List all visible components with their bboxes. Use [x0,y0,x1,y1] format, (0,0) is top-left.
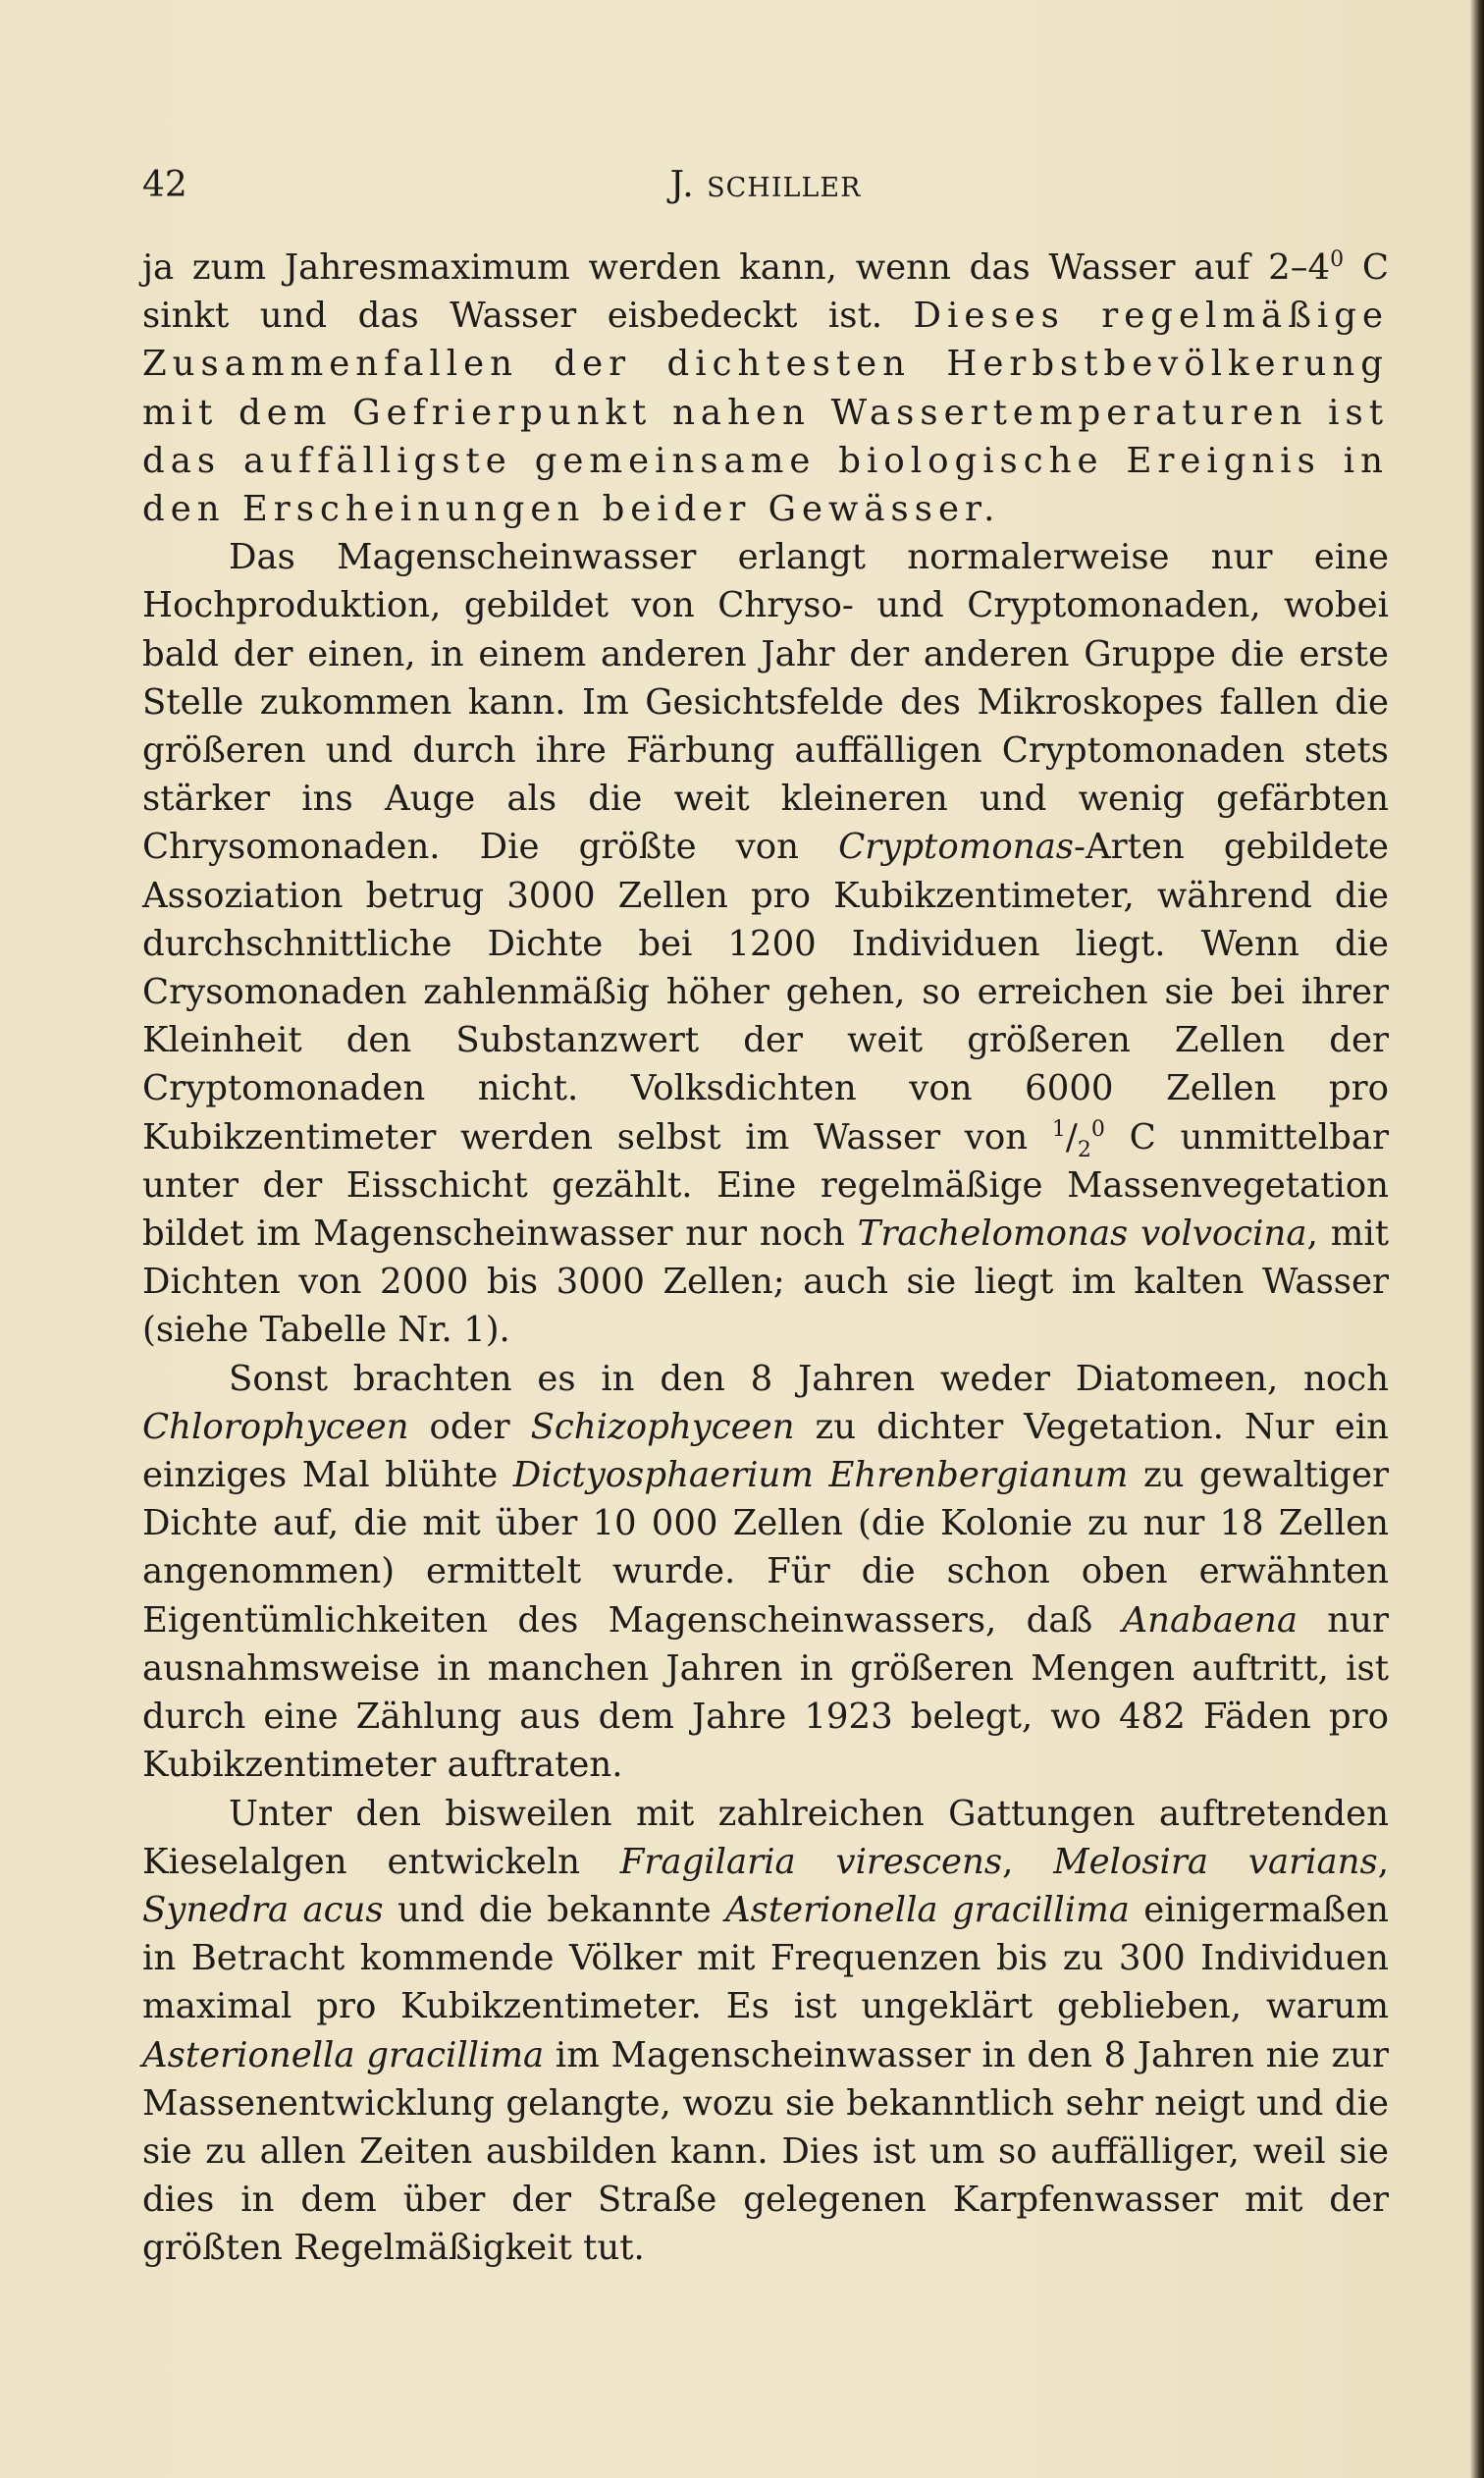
text-run: Sonst brachten es in den 8 Jahren weder Diatomeen, noch [229,1358,1389,1399]
italic-taxon-name: Dictyosphaerium Ehrenbergianum [512,1455,1129,1496]
paragraph [142,243,1389,533]
italic-taxon-name: Cryptomonas [838,827,1074,868]
page-number: 42 [142,165,187,205]
italic-taxon-name: Schizophyceen [530,1406,795,1447]
running-head-initial: J. [669,165,695,205]
emphasized-spaced-text: Dieses regelmäßige Zusammenfallen der dichtesten Herbstbevölkerung mit dem Gefrierpunkt nahen Wassertemperaturen ist das auffälligste gemeinsame biologische Ereignis in den Erscheinungen beider Gewässer. [142,296,1390,530]
text-run: einigermaßen in Betracht kommende Völker mit Frequenzen bis zu 300 Individuen maximal pro Kubikzentimeter. Es ist ungeklärt geblieben, warum [142,1889,1389,2027]
text-run: , mit Dichten von 2000 bis 3000 Zellen; auch sie liegt im kalten Wasser (siehe Tabelle Nr. 1). [142,1213,1389,1351]
text-run: -Arten gebildete Assoziation betrug 3000 Zellen pro Kubikzentimeter, während die durchschnittliche Dichte bei 1200 Individuen liegt. Wenn die Crysomonaden zahlenmäßig höher gehen, so erreichen sie bei ihrer Kleinheit den Substanzwert der weit größeren Zellen der Cryptomonaden nicht. Volksdichten von 6000 Zellen pro Kubikzentimeter werden selbst im Wasser von [142,827,1389,1158]
text-run: im Magenscheinwasser in den 8 Jahren nie zur Massenentwicklung gelangte, wozu sie bekanntlich sehr neigt und die sie zu allen Zeiten ausbilden kann. Dies ist um so auffälliger, weil sie dies in dem über der Straße gelegenen Karpfenwasser mit der größten Regelmäßigkeit tut. [142,2034,1390,2269]
superscript: 0 [1090,1116,1105,1142]
italic-taxon-name: Asterionella gracillima [725,1889,1130,1930]
text-run: ja zum Jahresmaximum werden kann, wenn das Wasser auf 2–4 [142,247,1331,288]
italic-taxon-name: Anabaena [1122,1599,1298,1641]
text-run: oder [408,1406,531,1447]
text-run: Das Magenscheinwasser erlangt normalerweise nur eine Hochproduktion, gebildet von Chryso- und Cryptomonaden, wobei bald der einen, in einem anderen Jahr der anderen Gruppe die erste Stelle zukommen kann. Im Gesichtsfelde des Mikroskopes fallen die größeren und durch ihre Färbung auffälligen Cryptomonaden stets stärker ins Auge als die weit kleineren und wenig gefärbten Chrysomonaden. Die größte von [142,537,1389,868]
superscript: 0 [1330,247,1345,273]
subscript: 2 [1077,1137,1091,1162]
text-run: C unmittelbar unter der Eisschicht gezählt. Eine regelmäßige Massenvegetation bildet im Magenscheinwasser nur noch [142,1116,1389,1255]
italic-taxon-name: Asterionella gracillima [142,2034,545,2075]
text-run: und die bekannte [383,1889,726,1930]
text-run: , [1002,1841,1054,1882]
italic-taxon-name: Trachelomonas volvocina [857,1213,1307,1255]
text-run: zu gewaltiger Dichte auf, die mit über 10 000 Zellen (die Kolonie zu nur 18 Zellen angenommen) ermittelt wurde. Für die schon oben erwähnten Eigentümlichkeiten des Magenscheinwassers, daß [142,1455,1389,1641]
text-run: Unter den bisweilen mit zahlreichen Gattungen auftretenden Kieselalgen entwickeln [142,1793,1389,1882]
text-run: C sinkt und das Wasser eisbedeckt ist. [142,247,1390,337]
italic-taxon-name: Fragilaria virescens [619,1841,1003,1882]
italic-taxon-name: Synedra acus [142,1889,384,1930]
body-text [142,243,1389,2273]
text-run: / [1065,1116,1078,1158]
italic-taxon-name: Melosira varians [1053,1841,1378,1882]
page-header [142,165,1389,212]
running-head [142,165,1389,205]
page-edge-shadow [1470,0,1484,2478]
italic-taxon-name: Chlorophyceen [142,1406,409,1447]
paragraph [142,533,1389,1354]
running-head-author: SCHILLER [707,173,862,203]
superscript: 1 [1051,1116,1066,1142]
paragraph [142,1790,1389,2273]
paragraph [142,1355,1389,1790]
text-run: nur ausnahmsweise in manchen Jahren in größeren Mengen auftritt, ist durch eine Zählung aus dem Jahre 1923 belegt, wo 482 Fäden pro Kubikzentimeter auftraten. [142,1599,1389,1786]
text-run: , [1377,1841,1389,1882]
text-run: zu dichter Vegetation. Nur ein einziges Mal blühte [142,1406,1389,1496]
